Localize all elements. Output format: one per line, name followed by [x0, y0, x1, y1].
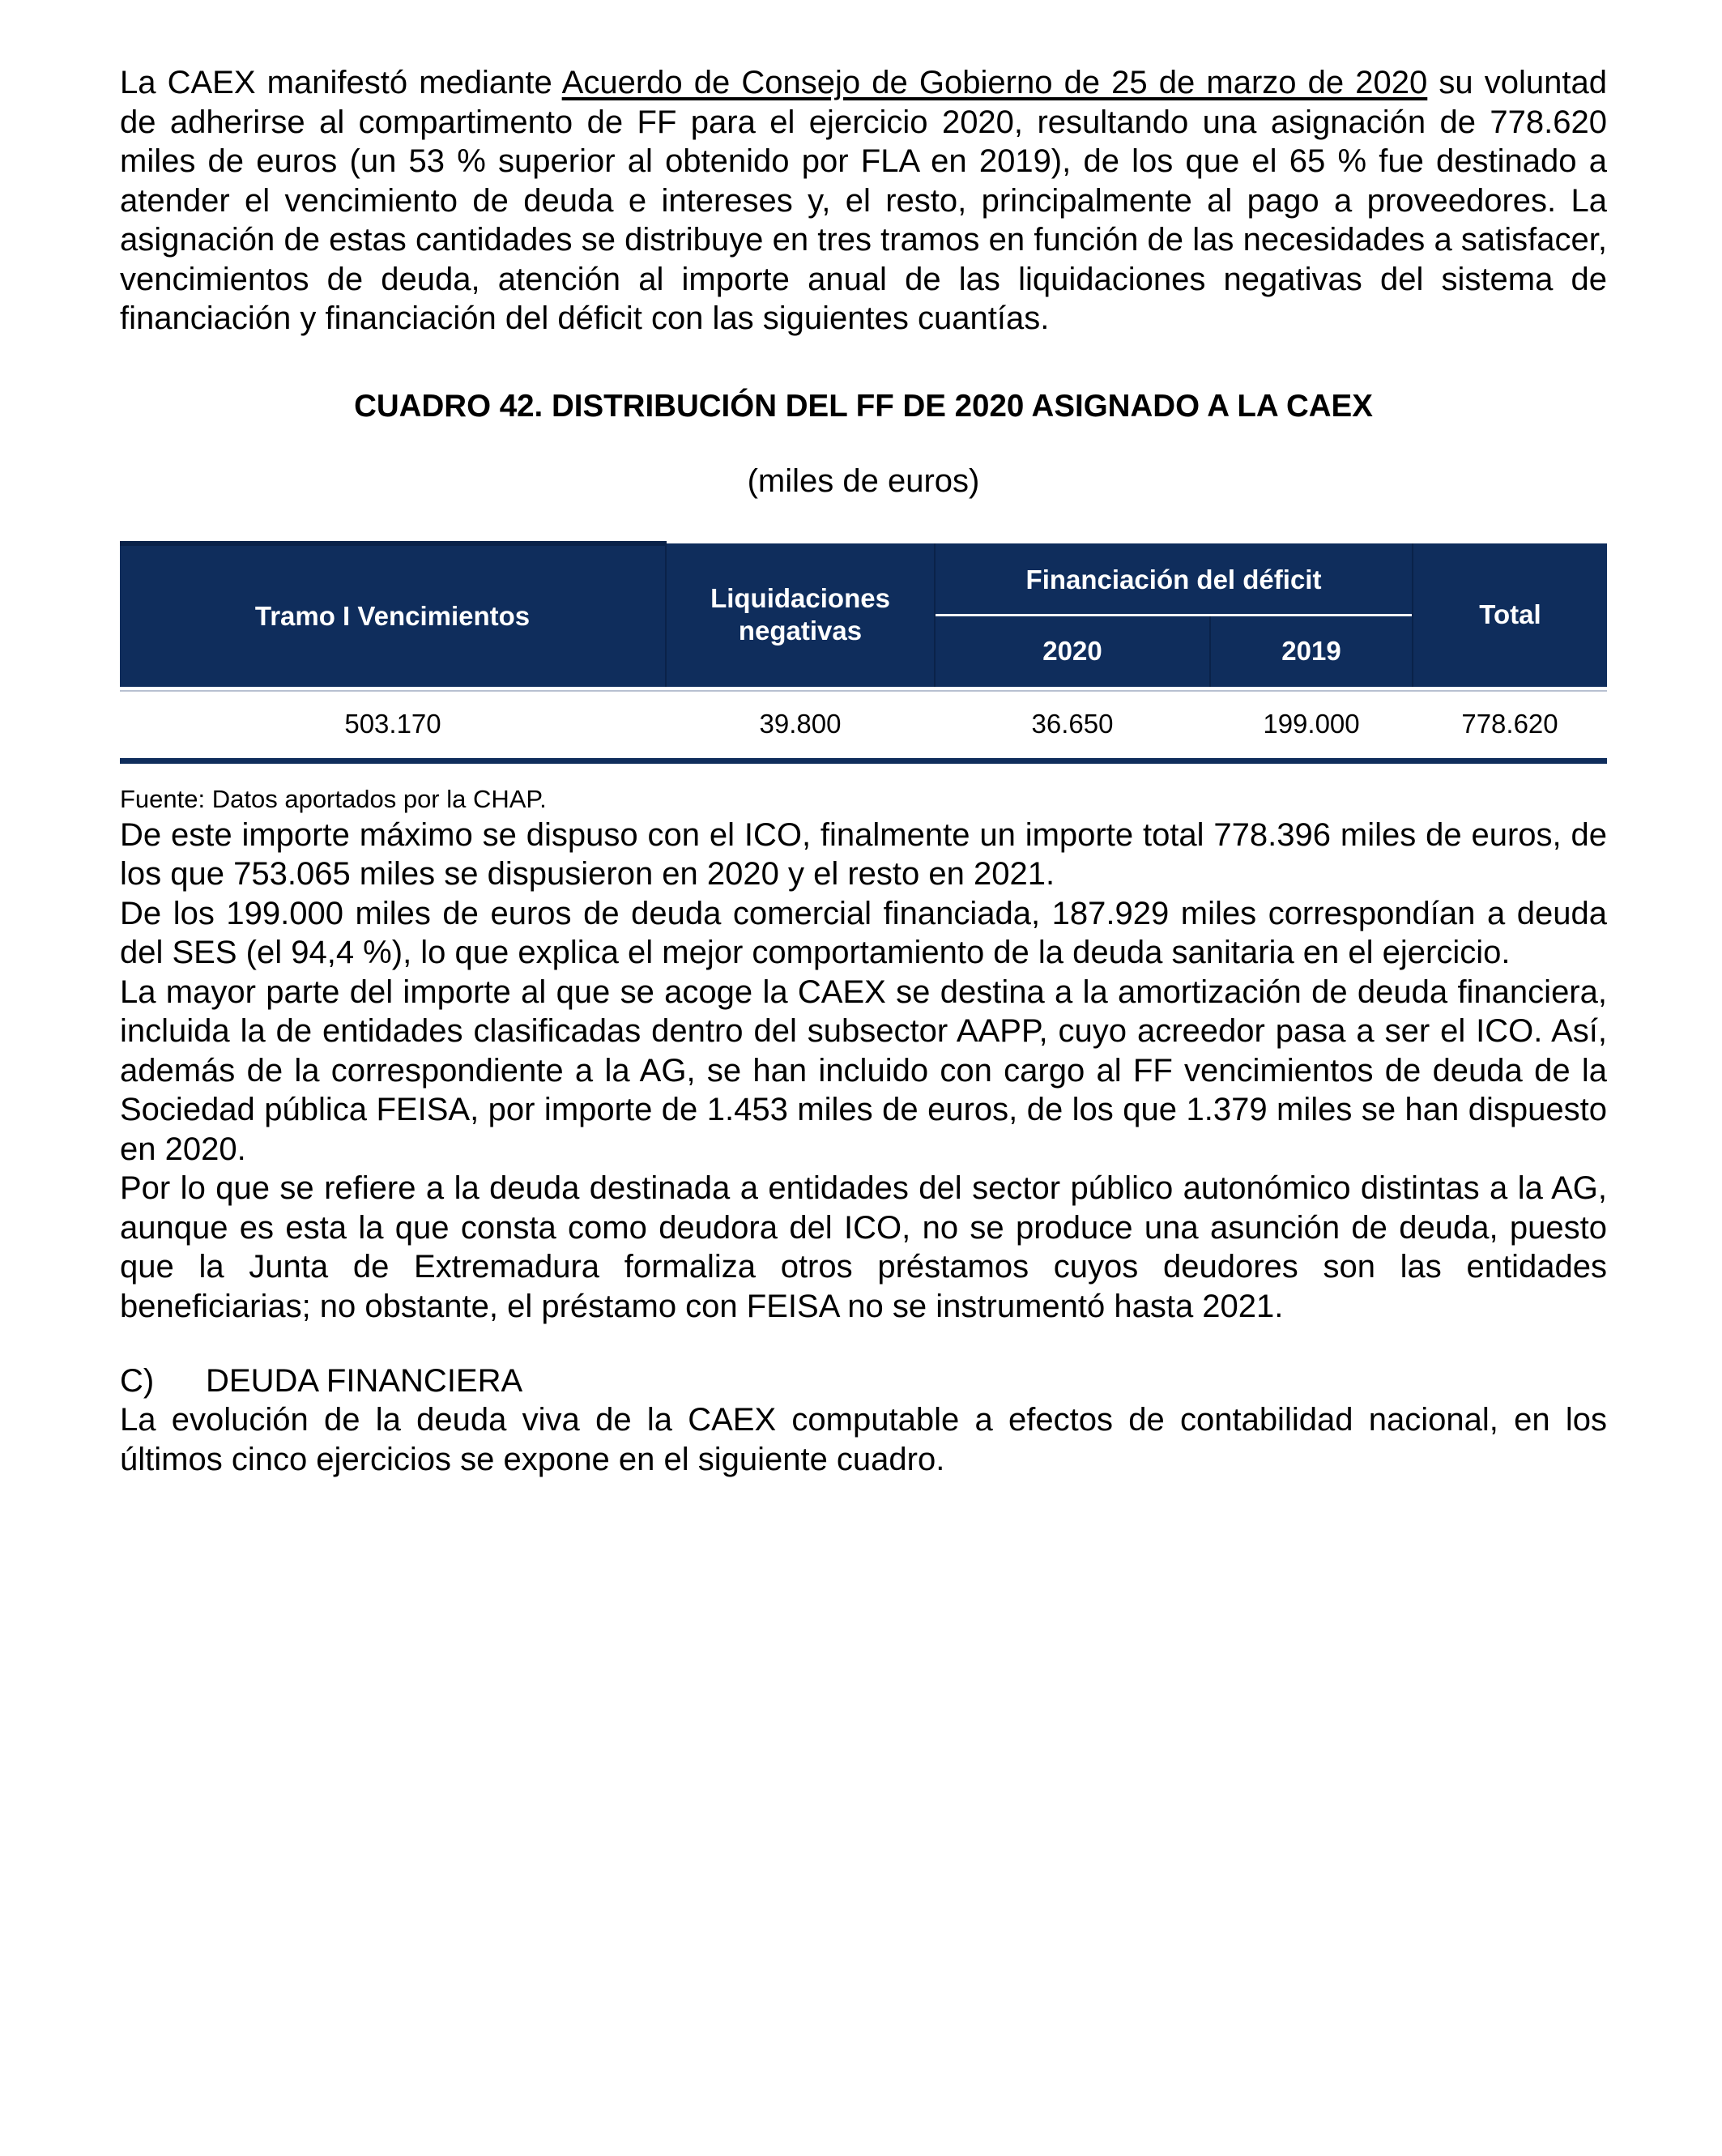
cell-total: 778.620: [1413, 688, 1607, 761]
paragraph-sector-publico: Por lo que se refiere a la deuda destinada a entidades del sector público autonómico distintas a la AG, aunque es esta la que consta como deudora del ICO, no se produce una asunción de deuda, puesto que la Junta de Extremadura formaliza otros préstamos cuyos deudores son las entidades beneficiarias; no obstante, el préstamo con FEISA no se instrumentó hasta 2021.: [120, 1170, 1607, 1324]
section-heading: [120, 1361, 1607, 1400]
section-title: DEUDA FINANCIERA: [206, 1363, 523, 1399]
header-year-2019: 2019: [1210, 616, 1413, 688]
paragraph-evolucion: La evolución de la deuda viva de la CAEX computable a efectos de contabilidad nacional, en los últimos cinco ejercicios se expone en el siguiente cuadro.: [120, 1402, 1607, 1477]
header-year-2020: 2020: [935, 616, 1210, 688]
cell-tramo: 503.170: [120, 688, 666, 761]
table-source: Fuente: Datos aportados por la CHAP.: [120, 784, 547, 813]
acuerdo-link[interactable]: Acuerdo de Consejo de Gobierno de 25 de marzo de 2020: [561, 65, 1428, 100]
table-title: CUADRO 42. DISTRIBUCIÓN DEL FF DE 2020 ASIGNADO A LA CAEX: [354, 388, 1373, 424]
header-financiacion-label: Financiación del déficit: [1025, 564, 1322, 594]
paragraph-intro-rest: su voluntad de adherirse al compartimento de FF para el ejercicio 2020, resultando una asignación de 778.620 miles de euros (un 53 % superior al obtenido por FLA en 2019), de los que el 65 % fue destinado a atender el vencimiento de deuda e intereses y, el resto, principalmente al pago a proveedores. La asignación de estas cantidades se distribuye en tres tramos en función de las necesidades a satisfacer, vencimientos de deuda, atención al importe anual de las liquidaciones negativas del sistema de financiación y financiación del déficit con las siguientes cuantías.: [120, 65, 1607, 336]
paragraph-intro-start: La CAEX manifestó mediante: [120, 65, 562, 100]
ff-distribution-table: [120, 541, 1607, 764]
header-group-rule: [936, 614, 1412, 616]
header-liquidaciones: Liquidaciones negativas: [666, 543, 935, 688]
section-letter: C): [120, 1363, 155, 1399]
table-units: (miles de euros): [747, 462, 980, 499]
document-page: [120, 63, 1607, 1479]
header-total: Total: [1413, 543, 1607, 688]
paragraph-ico: De este importe máximo se dispuso con el ICO, finalmente un importe total 778.396 miles de euros, de los que 753.065 miles se dispusieron en 2020 y el resto en 2021.: [120, 816, 1607, 892]
paragraph-amortizacion: La mayor parte del importe al que se acoge la CAEX se destina a la amortización de deuda financiera, incluida la de entidades clasificadas dentro del subsector AAPP, cuyo acreedor pasa a ser el ICO. Así, además de la correspondiente a la AG, se han incluido con cargo al FF vencimientos de deuda de la Sociedad pública FEISA, por importe de 1.453 miles de euros, de los que 1.379 miles se han dispuesto en 2020.: [120, 974, 1607, 1167]
paragraph-deuda-comercial: De los 199.000 miles de euros de deuda comercial financiada, 187.929 miles correspondían a deuda del SES (el 94,4 %), lo que explica el mejor comportamiento de la deuda sanitaria en el ejercicio.: [120, 895, 1607, 970]
cell-fin-2020: 36.650: [935, 688, 1210, 761]
header-financiacion: [935, 543, 1413, 616]
cell-liquidaciones: 39.800: [666, 688, 935, 761]
header-tramo: Tramo I Vencimientos: [120, 543, 666, 688]
table-row: [120, 688, 1607, 761]
paragraph-intro: [120, 63, 1607, 339]
cell-fin-2019: 199.000: [1210, 688, 1413, 761]
